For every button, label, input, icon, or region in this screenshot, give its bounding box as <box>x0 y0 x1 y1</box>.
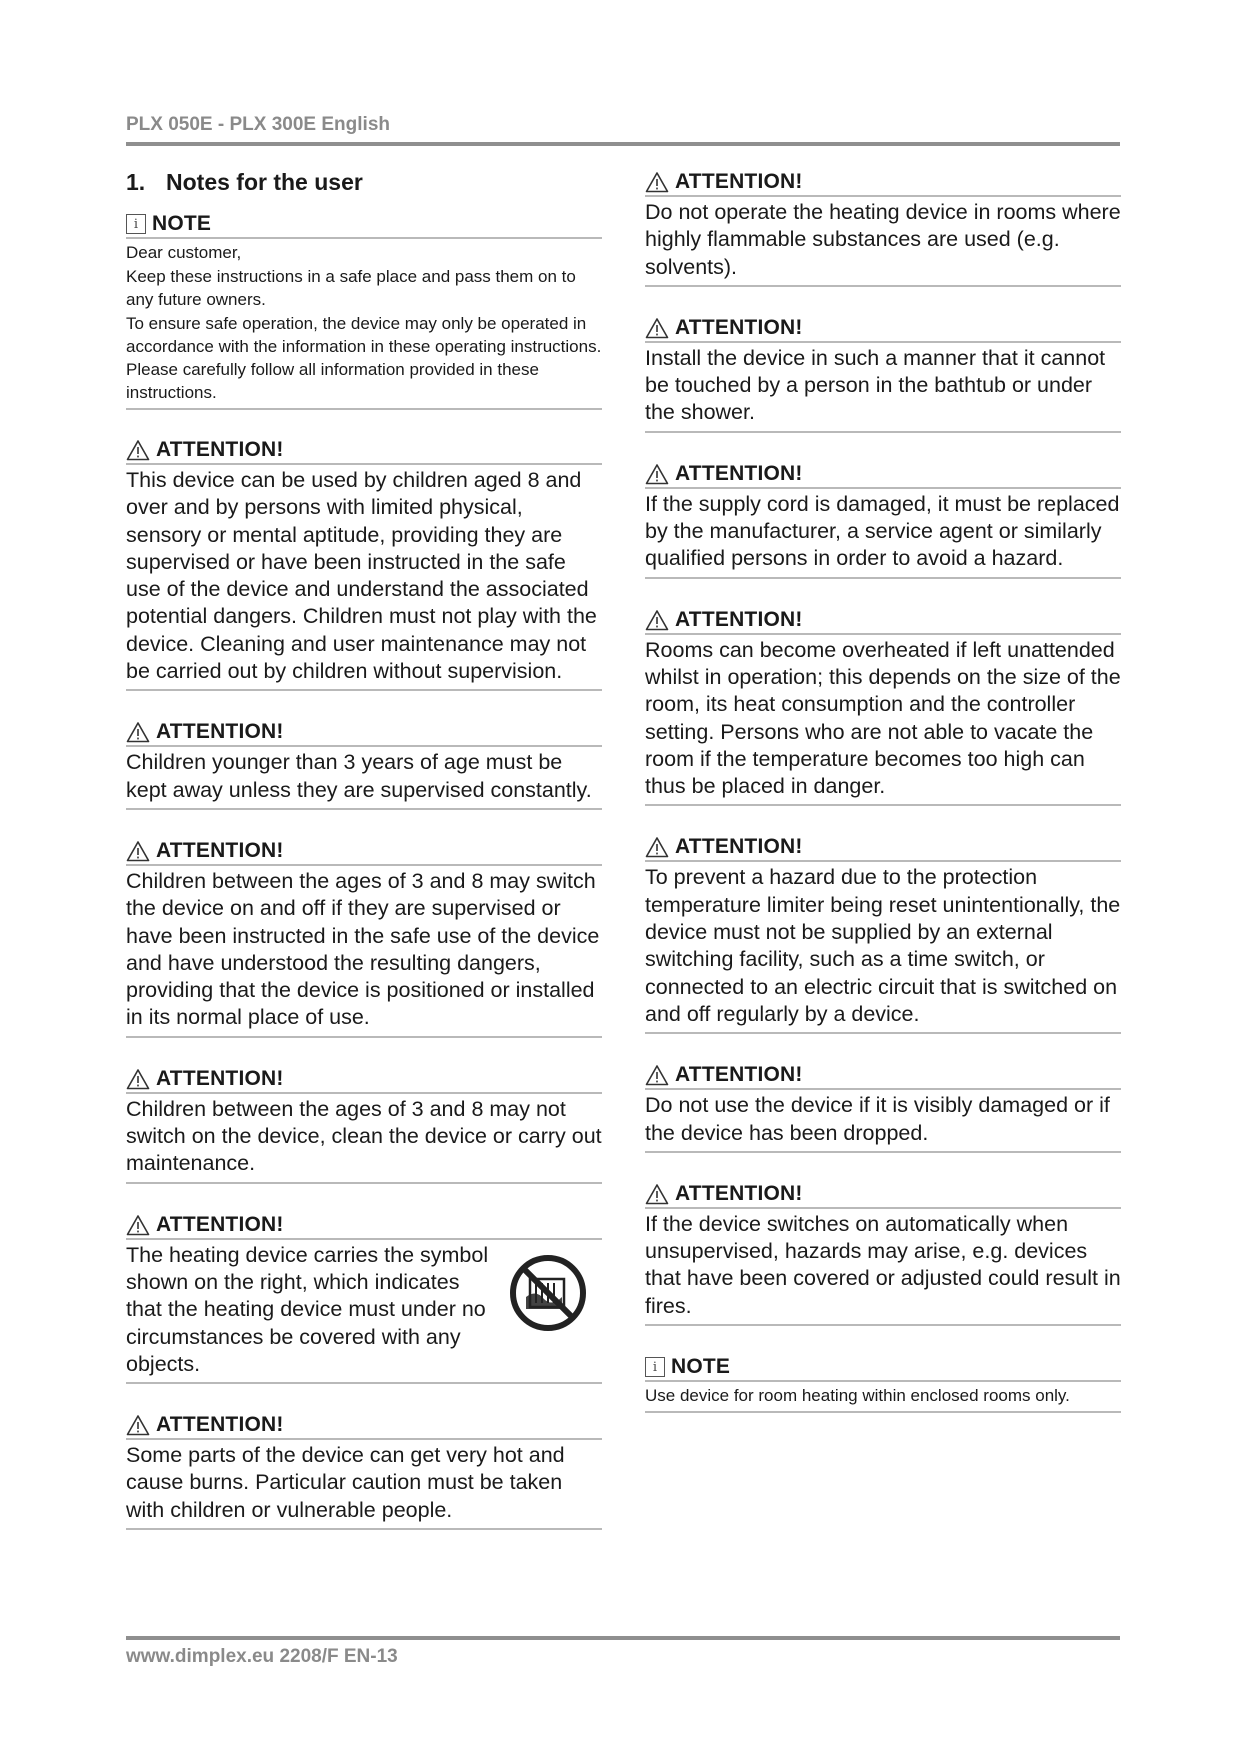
note-text: Use device for room heating within enclosed rooms only. <box>645 1386 1070 1406</box>
page-footer: www.dimplex.eu 2208/F EN-13 <box>126 1646 398 1667</box>
attention-label: ATTENTION! <box>675 170 803 193</box>
attention-label: ATTENTION! <box>156 720 284 744</box>
page-header: PLX 050E - PLX 300E English <box>126 114 390 135</box>
attention-block <box>126 720 602 810</box>
note-heading <box>645 1355 1121 1382</box>
section-title <box>126 169 602 196</box>
attention-block <box>645 462 1121 579</box>
attention-text: Install the device in such a manner that it cannot be touched by a person in the bathtub or under the shower. <box>645 345 1106 425</box>
attention-heading <box>126 1213 602 1240</box>
note-paragraph: Keep these instructions in a safe place and pass them on to any future owners. <box>126 267 576 309</box>
warning-triangle-icon <box>126 840 150 862</box>
attention-label: ATTENTION! <box>156 838 284 862</box>
attention-block <box>126 839 602 1038</box>
attention-text: Some parts of the device can get very hot and cause burns. Particular caution must be taken with children or vulnerable people. <box>126 1443 565 1522</box>
attention-block <box>645 170 1121 287</box>
attention-label: ATTENTION! <box>675 461 803 485</box>
note-paragraph: To ensure safe operation, the device may only be operated in accordance with the information in these operating instructions. Please carefully follow all information provided in these instructions. <box>126 314 602 402</box>
attention-text: Children younger than 3 years of age must be kept away unless they are supervised constantly. <box>126 750 592 802</box>
attention-block <box>126 1067 602 1184</box>
attention-heading <box>126 839 602 866</box>
attention-text: Children between the ages of 3 and 8 may not switch on the device, clean the device or carry out maintenance. <box>126 1096 602 1176</box>
note-label: NOTE <box>671 1355 731 1379</box>
attention-heading <box>645 835 1121 862</box>
info-icon: i <box>126 214 146 234</box>
attention-label: ATTENTION! <box>675 315 803 339</box>
attention-text: Do not operate the heating device in rooms where highly flammable substances are used (e.g. solvents). <box>645 200 1121 279</box>
attention-text: If the device switches on automatically when unsupervised, hazards may arise, e.g. devices that have been covered or adjusted could result in fires. <box>645 1211 1121 1318</box>
attention-heading <box>645 316 1121 343</box>
attention-heading <box>645 170 1121 197</box>
note-block <box>126 212 602 410</box>
attention-text: If the supply cord is damaged, it must be replaced by the manufacturer, a service agent or similarly qualified persons in order to avoid a hazard. <box>645 491 1120 571</box>
warning-triangle-icon <box>645 317 669 339</box>
warning-triangle-icon <box>645 609 669 631</box>
attention-label: ATTENTION! <box>675 1063 803 1087</box>
attention-heading <box>126 720 602 747</box>
warning-triangle-icon <box>645 1064 669 1086</box>
attention-heading <box>645 1182 1121 1209</box>
section-title-text: Notes for the user <box>166 169 363 195</box>
warning-triangle-icon <box>645 171 669 193</box>
attention-block <box>126 438 602 691</box>
attention-heading <box>645 1063 1121 1090</box>
attention-block <box>126 1213 602 1384</box>
left-column <box>126 164 602 1559</box>
attention-label: ATTENTION! <box>675 1181 803 1205</box>
warning-triangle-icon <box>645 836 669 858</box>
attention-label: ATTENTION! <box>156 438 284 461</box>
warning-triangle-icon <box>126 439 150 461</box>
attention-label: ATTENTION! <box>675 835 803 859</box>
attention-block <box>645 835 1121 1034</box>
warning-triangle-icon <box>645 1183 669 1205</box>
attention-label: ATTENTION! <box>156 1413 284 1437</box>
attention-heading <box>645 608 1121 635</box>
note-block <box>645 1355 1121 1413</box>
attention-label: ATTENTION! <box>156 1066 284 1090</box>
attention-text: Do not use the device if it is visibly damaged or if the device has been dropped. <box>645 1093 1110 1145</box>
attention-label: ATTENTION! <box>675 607 803 631</box>
attention-with-symbol <box>126 1242 602 1378</box>
footer-rule <box>126 1636 1120 1640</box>
header-rule <box>126 142 1120 146</box>
attention-text: Children between the ages of 3 and 8 may switch the device on and off if they are supervised or have been instructed in the safe use of the device and have understood the resulting dangers, providing that the device is positioned or installed in its normal place of use. <box>126 868 600 1030</box>
attention-text: To prevent a hazard due to the protection temperature limiter being reset unintentionally, the device must not be supplied by an external switching facility, such as a time switch, or connected to an electric circuit that is switched on and off regularly by a device. <box>645 865 1121 1026</box>
attention-block <box>645 1182 1121 1326</box>
warning-triangle-icon <box>126 1068 150 1090</box>
attention-text: This device can be used by children aged 8 and over and by persons with limited physical, sensory or mental aptitude, providing they are supervised or have been instructed in the safe use of the device and understand the associated potential dangers. Children must not play with the device. Cleaning and user maintenance may not be carried out by children without supervision. <box>126 468 597 684</box>
section-number: 1. <box>126 169 146 195</box>
attention-heading <box>126 438 602 465</box>
attention-heading <box>645 462 1121 489</box>
warning-triangle-icon <box>126 721 150 743</box>
note-label: NOTE <box>152 212 212 235</box>
attention-block <box>126 1413 602 1530</box>
note-paragraph: Dear customer, <box>126 243 242 262</box>
attention-block <box>645 608 1121 807</box>
attention-text: The heating device carries the symbol shown on the right, which indicates that the heating device must under no circumstances be covered with any objects. <box>126 1242 489 1376</box>
attention-block <box>645 1063 1121 1153</box>
attention-heading <box>126 1067 602 1094</box>
warning-triangle-icon <box>645 463 669 485</box>
info-icon: i <box>645 1357 665 1377</box>
attention-label: ATTENTION! <box>156 1212 284 1236</box>
warning-triangle-icon <box>126 1214 150 1236</box>
do-not-cover-icon <box>508 1253 588 1333</box>
right-column <box>645 170 1121 1442</box>
attention-block <box>645 316 1121 433</box>
attention-heading <box>126 1413 602 1440</box>
attention-text: Rooms can become overheated if left unattended whilst in operation; this depends on the size of the room, its heat consumption and the controller setting. Persons who are not able to vacate the room if the temperature becomes too high can thus be placed in danger. <box>645 637 1121 799</box>
warning-triangle-icon <box>126 1414 150 1436</box>
note-heading <box>126 212 602 239</box>
